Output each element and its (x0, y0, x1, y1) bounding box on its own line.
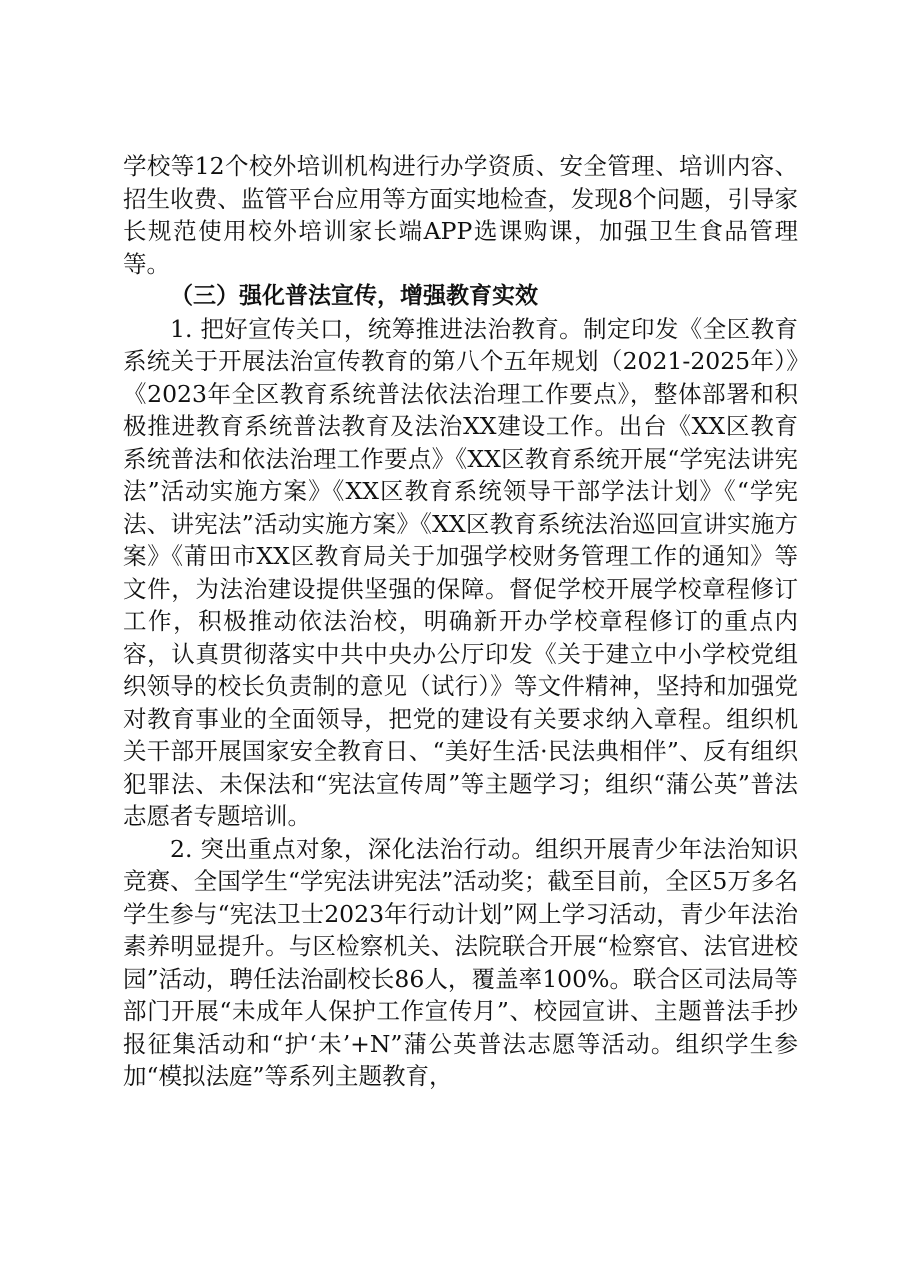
document-page (123, 150, 798, 1093)
paragraph-item-1: 1. 把好宣传关口，统筹推进法治教育。制定印发《全区教育系统关于开展法治宣传教育的第八个五年规划（2021-2025年）》《2023年全区教育系统普法依法治理工作要点》，整体部署和积极推进教育系统普法教育及法治XX建设工作。出台《XX区教育系统普法和依法治理工作要点》《XX区教育系统开展“学宪法讲宪法”活动实施方案》《XX区教育系统领导干部学法计划》《“学宪法、讲宪法”活动实施方案》《XX区教育系统法治巡回宣讲实施方案》《莆田市XX区教育局关于加强学校财务管理工作的通知》等文件，为法治建设提供坚强的保障。督促学校开展学校章程修订工作，积极推动依法治校，明确新开办学校章程修订的重点内容，认真贯彻落实中共中央办公厅印发《关于建立中小学校党组织领导的校长负责制的意见（试行）》等文件精神，坚持和加强党对教育事业的全面领导，把党的建设有关要求纳入章程。组织机关干部开展国家安全教育日、“美好生活·民法典相伴”、反有组织犯罪法、未保法和“宪法宣传周”等主题学习；组织“蒲公英”普法志愿者专题培训。 (123, 314, 798, 830)
section-heading: （三）强化普法宣传，增强教育实效 (170, 283, 538, 309)
paragraph-item-2: 2. 突出重点对象，深化法治行动。组织开展青少年法治知识竞赛、全国学生“学宪法讲宪法”活动奖；截至目前，全区5万多名学生参与“宪法卫士2023年行动计划”网上学习活动，青少年法治素养明显提升。与区检察机关、法院联合开展“检察官、法官进校园”活动，聘任法治副校长86人，覆盖率100%。联合区司法局等部门开展“未成年人保护工作宣传月”、校园宣讲、主题普法手抄报征集活动和“护‘未’+N”蒲公英普法志愿等活动。组织学生参加“模拟法庭”等系列主题教育， (123, 834, 798, 1090)
paragraph-continued: 学校等12个校外培训机构进行办学资质、安全管理、培训内容、招生收费、监管平台应用等方面实地检查，发现8个问题，引导家长规范使用校外培训家长端APP选课购课，加强卫生食品管理等。 (123, 152, 798, 278)
